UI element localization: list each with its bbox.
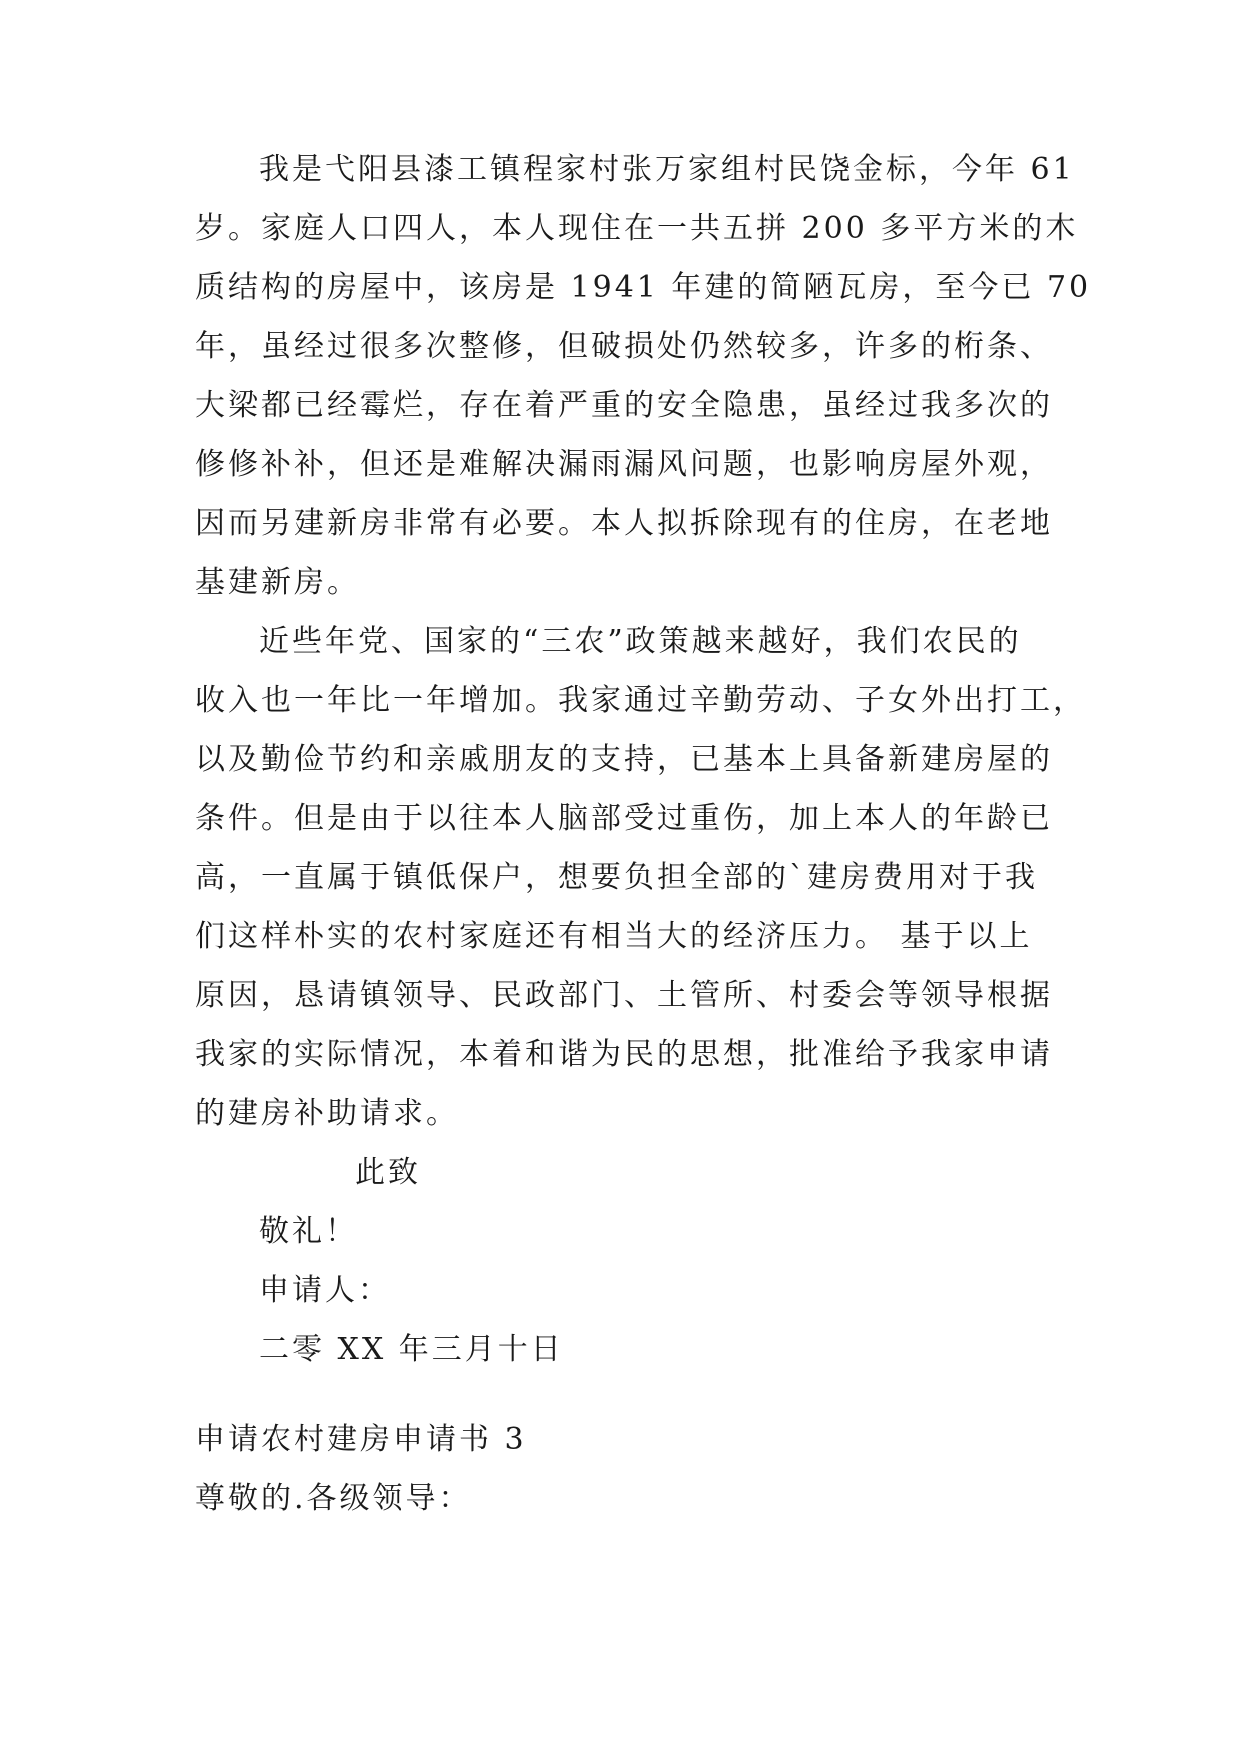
paragraph-line: 收入也一年比一年增加。我家通过辛勤劳动、子女外出打工， bbox=[195, 683, 1086, 718]
next-section bbox=[195, 1410, 1065, 1528]
section-title: 申请农村建房申请书 3 bbox=[195, 1422, 527, 1457]
section-greeting: 尊敬的.各级领导： bbox=[195, 1481, 472, 1516]
paragraph-line: 岁。家庭人口四人，本人现住在一共五拼 200 多平方米的木 bbox=[195, 211, 1079, 246]
closing-block bbox=[195, 1143, 1065, 1379]
body-paragraph-2 bbox=[195, 612, 1086, 1143]
paragraph-line: 我家的实际情况，本着和谐为民的思想，批准给予我家申请 bbox=[195, 1037, 1053, 1072]
paragraph-line: 年，虽经过很多次整修，但破损处仍然较多，许多的桁条、 bbox=[195, 329, 1053, 364]
paragraph-line: 原因，恳请镇领导、民政部门、土管所、村委会等领导根据 bbox=[195, 978, 1053, 1013]
closing-respect: 敬礼！ bbox=[259, 1214, 358, 1249]
applicant-label: 申请人： bbox=[259, 1273, 391, 1308]
date-line: 二零 XX 年三月十日 bbox=[259, 1332, 564, 1367]
paragraph-line: 质结构的房屋中，该房是 1941 年建的简陋瓦房，至今已 70 bbox=[195, 270, 1092, 305]
paragraph-line: 大梁都已经霉烂，存在着严重的安全隐患，虽经过我多次的 bbox=[195, 388, 1053, 423]
paragraph-line: 以及勤俭节约和亲戚朋友的支持，已基本上具备新建房屋的 bbox=[195, 742, 1053, 777]
paragraph-line: 基建新房。 bbox=[195, 565, 360, 600]
paragraph-line: 我是弋阳县漆工镇程家村张万家组村民饶金标，今年 61 bbox=[259, 152, 1075, 187]
paragraph-line: 修修补补，但还是难解决漏雨漏风问题，也影响房屋外观， bbox=[195, 447, 1053, 482]
body-paragraph-1 bbox=[195, 140, 1092, 612]
paragraph-line: 近些年党、国家的“三农”政策越来越好，我们农民的 bbox=[259, 624, 1022, 659]
paragraph-line: 高，一直属于镇低保户，想要负担全部的`建房费用对于我 bbox=[195, 860, 1038, 895]
paragraph-line: 条件。但是由于以往本人脑部受过重伤，加上本人的年龄已 bbox=[195, 801, 1053, 836]
paragraph-line: 们这样朴实的农村家庭还有相当大的经济压力。 基于以上 bbox=[195, 919, 1033, 954]
closing-salutation: 此致 bbox=[355, 1155, 421, 1190]
paragraph-line: 的建房补助请求。 bbox=[195, 1096, 459, 1131]
paragraph-line: 因而另建新房非常有必要。本人拟拆除现有的住房，在老地 bbox=[195, 506, 1053, 541]
